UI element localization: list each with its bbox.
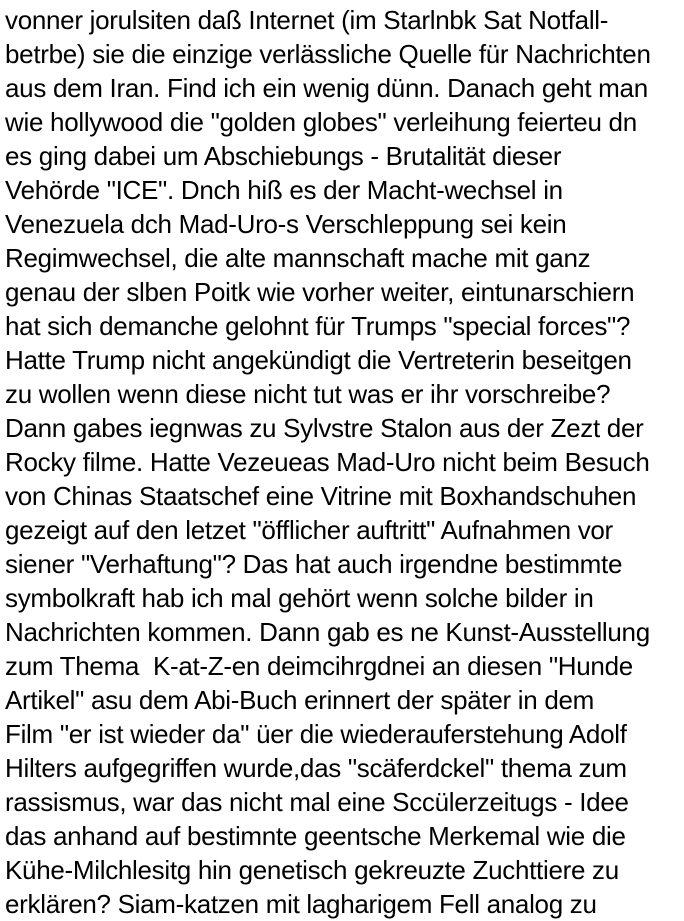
text-line: Venezuela dch Mad-Uro-s Verschleppung sei kein [5, 209, 567, 239]
text-line: das anhand auf bestimnte geentsche Merkemal wie die [5, 821, 626, 851]
text-line: Rocky filme. Hatte Vezeueas Mad-Uro nicht beim Besuch [5, 447, 650, 477]
text-line: rassismus, war das nicht mal eine Sccülerzeitugs - Idee [5, 787, 629, 817]
text-line: wie hollywood die "golden globes" verleihung feierteu dn [5, 107, 637, 137]
text-line: von Chinas Staatschef eine Vitrine mit Boxhandschuhen [5, 481, 637, 511]
text-line: symbolkraft hab ich mal gehört wenn solche bilder in [5, 583, 594, 613]
text-line: zu wollen wenn diese nicht tut was er ihr vorschreibe? [5, 379, 611, 409]
text-content [5, 3, 682, 921]
text-line: Hilters aufgegriffen wurde,das "scäferdckel" thema zum [5, 753, 627, 783]
text-line: Film "er ist wieder da" üer die wiederauferstehung Adolf [5, 719, 627, 749]
text-line: Dann gabes iegnwas zu Sylvstre Stalon aus der Zezt der [5, 413, 644, 443]
text-line: erklären? Siam-katzen mit lagharigem Fell analog zu [5, 889, 597, 919]
text-line: siener "Verhaftung"? Das hat auch irgendne bestimmte [5, 549, 623, 579]
text-line: Regimwechsel, die alte mannschaft mache mit ganz [5, 243, 591, 273]
text-line: Kühe-Milchlesitg hin genetisch gekreuzte Zuchttiere zu [5, 855, 619, 885]
text-line: es ging dabei um Abschiebungs - Brutalität dieser [5, 141, 562, 171]
text-line: zum Thema K-at-Z-en deimcihrgdnei an diesen "Hunde [5, 651, 633, 681]
text-line: hat sich demanche gelohnt für Trumps "special forces"? [5, 311, 631, 341]
text-line: genau der slben Poitk wie vorher weiter, eintunarschiern [5, 277, 635, 307]
text-line: Hatte Trump nicht angekündigt die Vertreterin beseitgen [5, 345, 632, 375]
text-line: aus dem Iran. Find ich ein wenig dünn. Danach geht man [5, 73, 648, 103]
text-line: betrbe) sie die einzige verlässliche Quelle für Nachrichten [5, 39, 651, 69]
text-line: vonner jorulsiten daß Internet (im Starlnbk Sat Notfall- [5, 5, 609, 35]
text-line: Vehörde "ICE". Dnch hiß es der Macht-wechsel in [5, 175, 563, 205]
text-line: Nachrichten kommen. Dann gab es ne Kunst-Ausstellung [5, 617, 650, 647]
text-line: gezeigt auf den letzet "öfflicher auftritt" Aufnahmen vor [5, 515, 613, 545]
text-line: Artikel" asu dem Abi-Buch erinnert der später in dem [5, 685, 595, 715]
